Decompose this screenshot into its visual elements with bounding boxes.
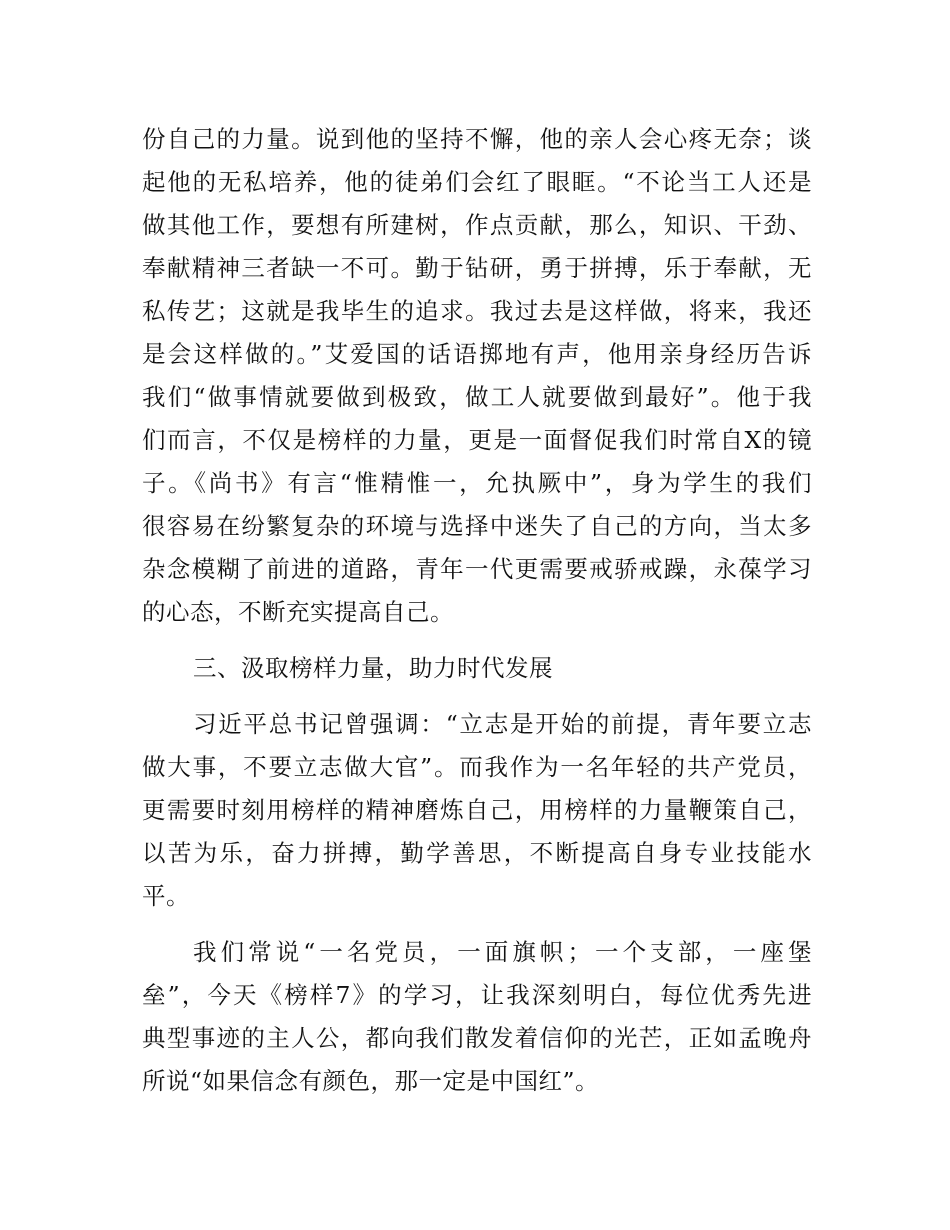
body-text-line: 们而言，不仅是榜样的力量，更是一面督促我们时常自X的镜 [142, 426, 812, 454]
body-text-line: 我们“做事情就要做到极致，做工人就要做到最好”。他于我 [142, 383, 812, 411]
body-text-line: 平。 [142, 882, 190, 910]
body-text-line: 以苦为乐，奋力拼搏，勤学善思，不断提高自身专业技能水 [142, 839, 812, 867]
body-text-line: 奉献精神三者缺一不可。勤于钻研，勇于拼搏，乐于奉献，无 [142, 254, 812, 282]
body-text-line: 垒”，今天《榜样7》的学习，让我深刻明白，每位优秀先进 [142, 981, 812, 1009]
body-text-line: 很容易在纷繁复杂的环境与选择中迷失了自己的方向，当太多 [142, 512, 812, 540]
body-text-line: 做其他工作，要想有所建树，作点贡献，那么，知识、干劲、 [142, 211, 812, 239]
body-text-line: 习近平总书记曾强调：“立志是开始的前提，青年要立志 [193, 710, 812, 738]
body-text-line: 是会这样做的。”艾爱国的话语掷地有声，他用亲身经历告诉 [142, 340, 812, 368]
body-text-line: 做大事，不要立志做大官”。而我作为一名年轻的共产党员， [142, 753, 812, 781]
body-text-line: 杂念模糊了前进的道路，青年一代更需要戒骄戒躁，永葆学习 [142, 555, 812, 583]
body-text-line: 更需要时刻用榜样的精神磨炼自己，用榜样的力量鞭策自己， [142, 796, 812, 824]
section-heading: 三、汲取榜样力量，助力时代发展 [193, 654, 553, 682]
body-text-line: 我们常说“一名党员，一面旗帜；一个支部，一座堡 [193, 938, 812, 966]
body-text-line: 起他的无私培养，他的徒弟们会红了眼眶。“不论当工人还是 [142, 168, 812, 196]
body-text-line: 私传艺；这就是我毕生的追求。我过去是这样做，将来，我还 [142, 297, 812, 325]
body-text-line: 份自己的力量。说到他的坚持不懈，他的亲人会心疼无奈；谈 [142, 125, 812, 153]
body-text-line: 的心态，不断充实提高自己。 [142, 598, 454, 626]
body-text-line: 所说“如果信念有颜色，那一定是中国红”。 [142, 1067, 600, 1095]
body-text-line: 典型事迹的主人公，都向我们散发着信仰的光芒，正如孟晚舟 [142, 1024, 812, 1052]
body-text-line: 子。《尚书》有言“惟精惟一，允执厥中”，身为学生的我们 [142, 469, 812, 497]
